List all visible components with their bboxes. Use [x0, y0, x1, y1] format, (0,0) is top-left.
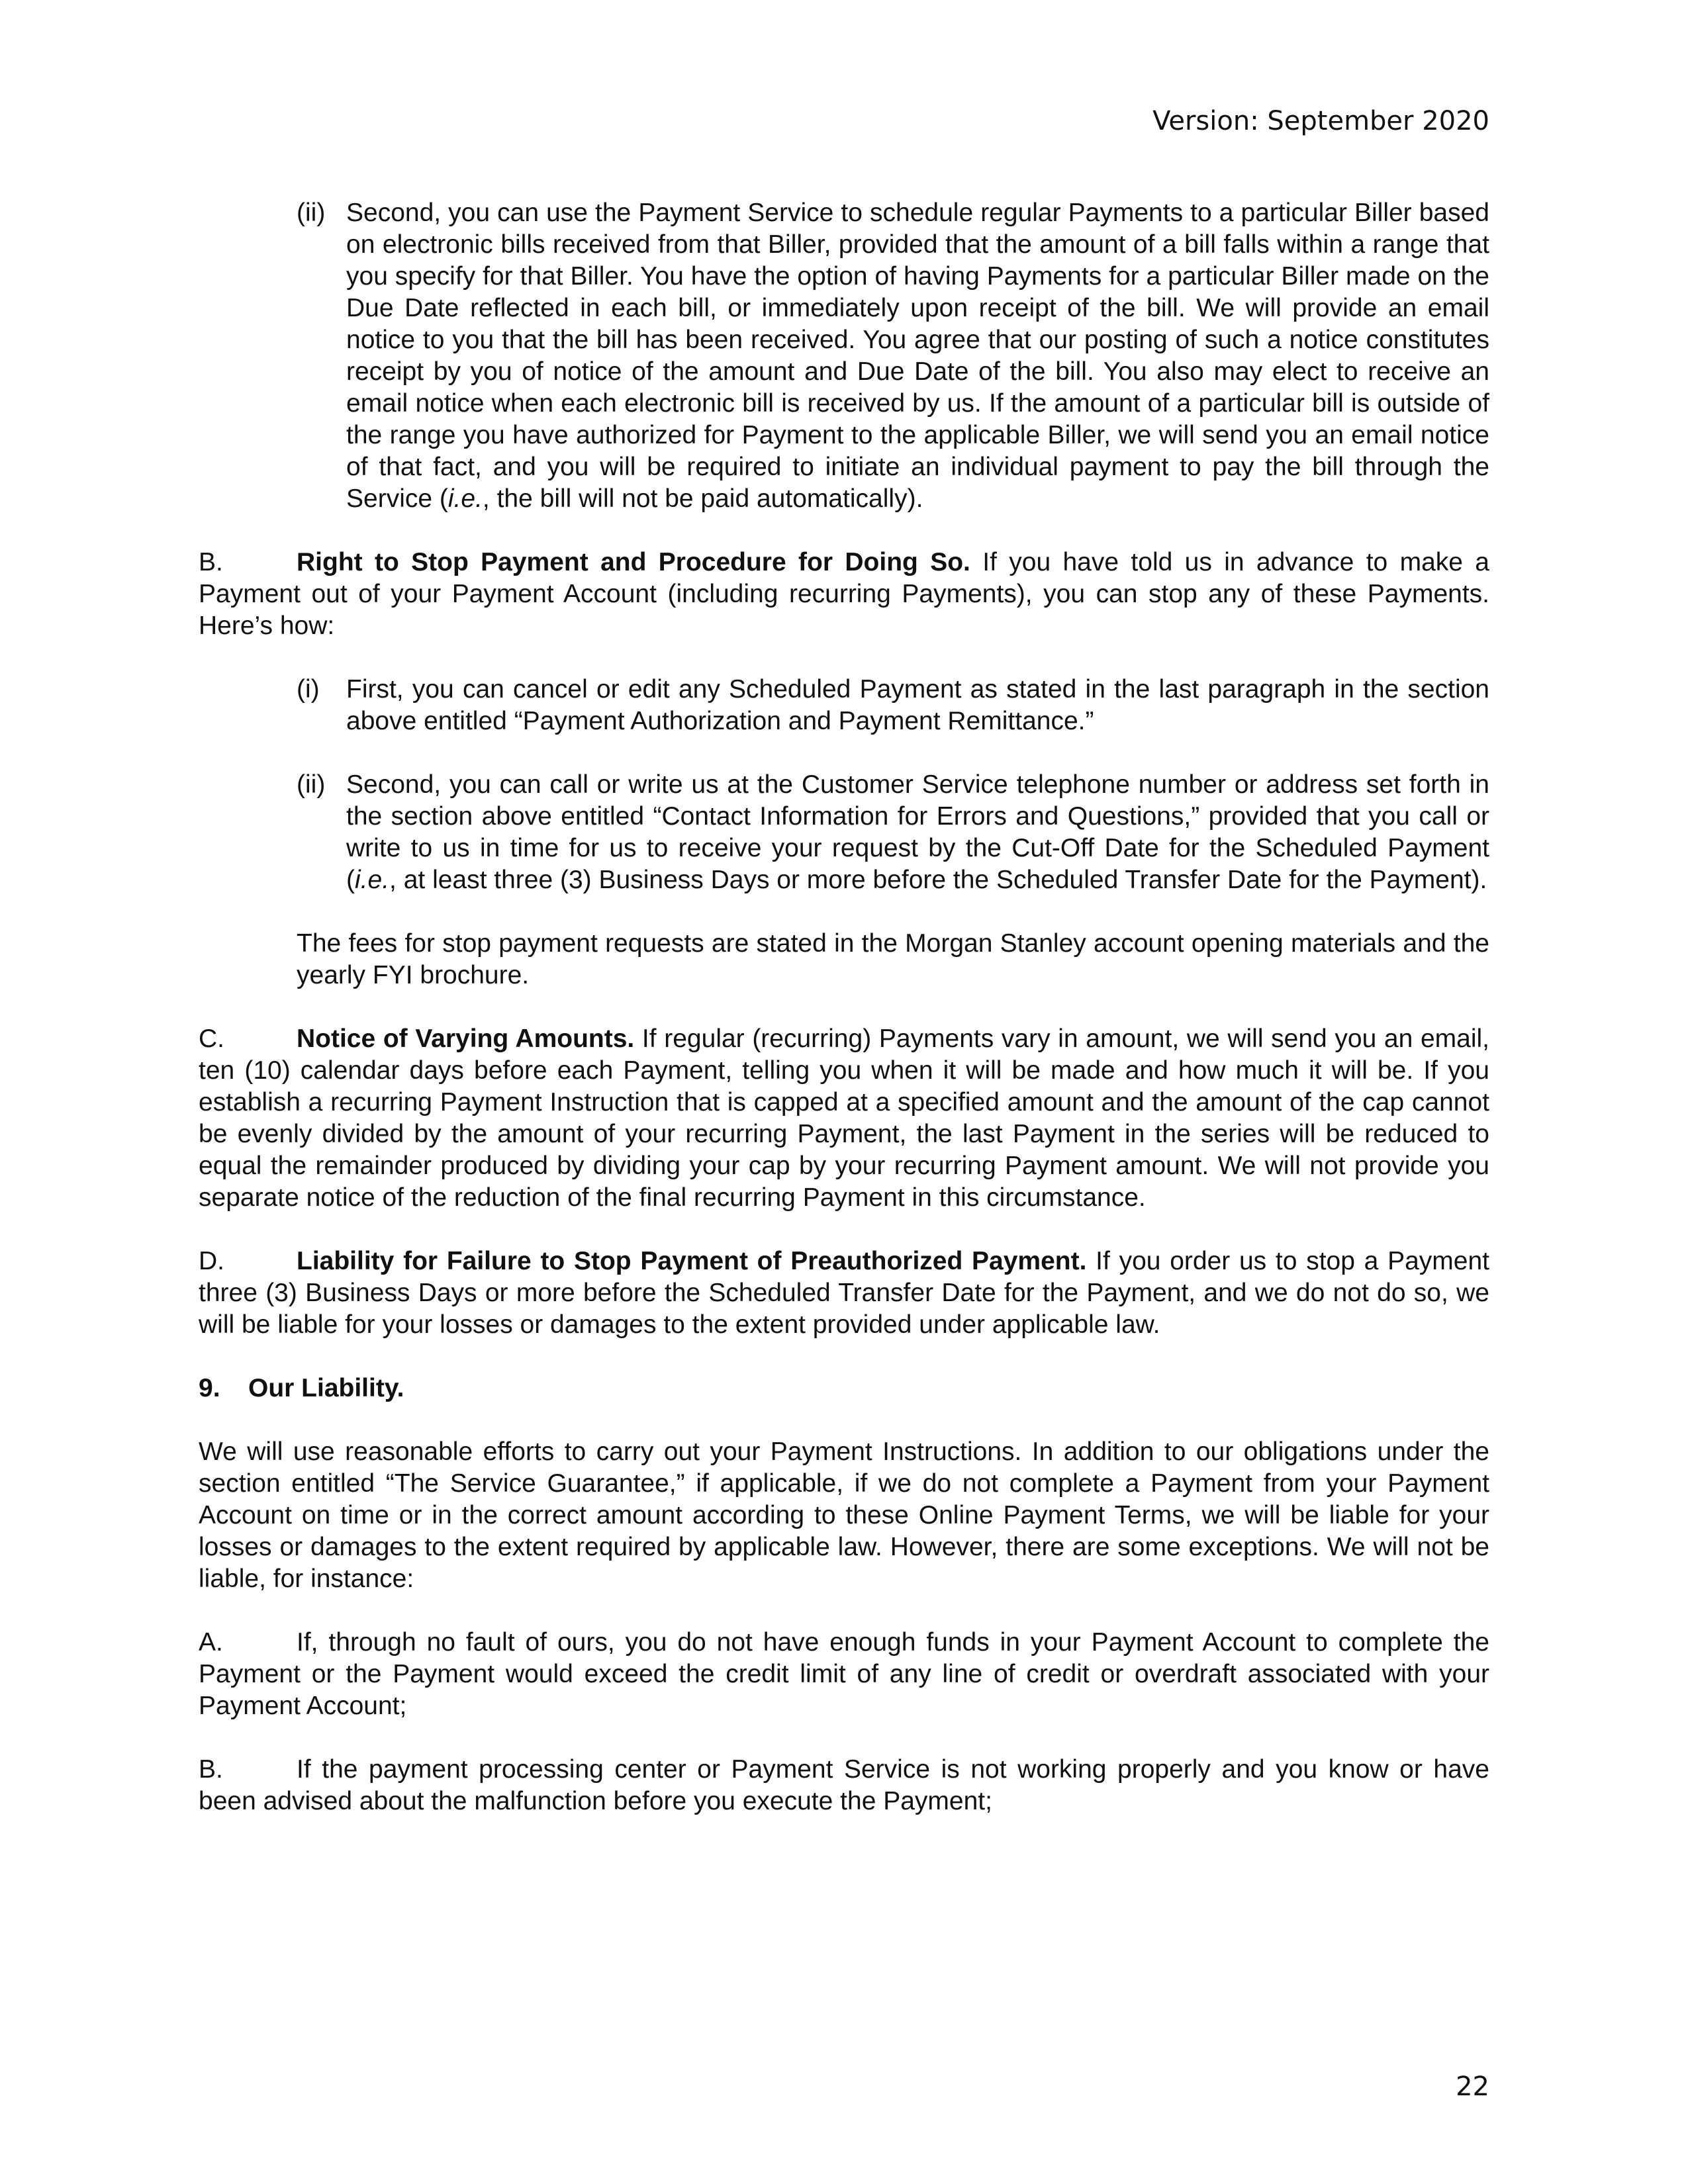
section-9-intro: We will use reasonable efforts to carry out your Payment Instructions. In addition to our obligations under the section entitled “The Service Guarantee,” if applicable, if we do not complete a Payment from your Payment Account on time or in the correct amount according to these Online Payment Terms, we will be liable for your losses or damages to the extent required by applicable law. However, there are some exceptions. We will not be liable, for instance:: [199, 1437, 1489, 1593]
section-title: Liability for Failure to Stop Payment of Preauthorized Payment.: [297, 1247, 1087, 1275]
clause-text: Second, you can use the Payment Service to schedule regular Payments to a particular Biller based on electronic bills received from that Biller, provided that the amount of a bill falls within a range that you specify for that Biller. You have the option of having Payments for a particular Biller made on the Due Date reflected in each bill, or immediately upon receipt of the bill. We will provide an email notice to you that the bill has been received. You agree that our posting of such a notice constitutes receipt by you of notice of the amount and Due Date of the bill. You also may elect to receive an email notice when each electronic bill is received by us. If the amount of a particular bill is outside of the range you have authorized for Payment to the applicable Biller, we will send you an email notice of that fact, and you will be required to initiate an individual payment to pay the bill through the Service (i.e., the bill will not be paid automatically).: [346, 199, 1489, 513]
clause-b-ii: [297, 769, 1489, 896]
clause-b-i: [297, 674, 1489, 737]
document-body: [199, 197, 1489, 1849]
section-b-paragraph: B. Right to Stop Payment and Procedure for Doing So. If you have told us in advance to make a Payment out of your Payment Account (including recurring Payments), you can stop any of these Payments. Here’s how:: [199, 548, 1489, 640]
page-number: 22: [1456, 2071, 1489, 2102]
fees-paragraph: The fees for stop payment requests are stated in the Morgan Stanley account opening materials and the yearly FYI brochure.: [297, 929, 1489, 989]
ie-italic: i.e.: [447, 484, 483, 513]
section-label: D.: [199, 1247, 224, 1275]
clause-number: (ii): [297, 770, 326, 799]
version-header: Version: September 2020: [1152, 106, 1489, 136]
section-title: Notice of Varying Amounts.: [297, 1024, 635, 1053]
item-label: A.: [199, 1628, 223, 1657]
liability-exception-b: B. If the payment processing center or Payment Service is not working properly and you know or have been advised about the malfunction before you execute the Payment;: [199, 1755, 1489, 1815]
clause-number: (ii): [297, 199, 326, 227]
section-title: Right to Stop Payment and Procedure for Doing So.: [297, 548, 970, 576]
clause-number: (i): [297, 675, 320, 704]
section-title: Our Liability.: [248, 1374, 404, 1402]
clause-a-ii: [297, 197, 1489, 515]
section-c-paragraph: C. Notice of Varying Amounts. If regular (recurring) Payments vary in amount, we will send you an email, ten (10) calendar days before each Payment, telling you when it will be made and how much it will be. If you establish a recurring Payment Instruction that is capped at a specified amount and the amount of the cap cannot be evenly divided by the amount of your recurring Payment, the last Payment in the series will be reduced to equal the remainder produced by dividing your cap by your recurring Payment amount. We will not provide you separate notice of the reduction of the final recurring Payment in this circumstance.: [199, 1024, 1490, 1212]
section-label: B.: [199, 548, 223, 576]
liability-exception-a: A. If, through no fault of ours, you do not have enough funds in your Payment Account to complete the Payment or the Payment would exceed the credit limit of any line of credit or overdraft associated with your Payment Account;: [199, 1628, 1489, 1720]
section-d-paragraph: D. Liability for Failure to Stop Payment of Preauthorized Payment. If you order us to stop a Payment three (3) Business Days or more before the Scheduled Transfer Date for the Payment, and we do not do so, we will be liable for your losses or damages to the extent provided under applicable law.: [199, 1247, 1489, 1339]
ie-italic: i.e.: [355, 866, 390, 894]
document-page: [199, 0, 1489, 2184]
clause-text: First, you can cancel or edit any Scheduled Payment as stated in the last paragraph in the section above entitled “Payment Authorization and Payment Remittance.”: [346, 675, 1489, 735]
item-label: B.: [199, 1755, 223, 1784]
section-label: C.: [199, 1024, 224, 1053]
section-9-heading: [199, 1373, 1489, 1404]
clause-text: Second, you can call or write us at the Customer Service telephone number or address set forth in the section above entitled “Contact Information for Errors and Questions,” provided that you call or write to us in time for us to receive your request by the Cut-Off Date for the Scheduled Payment (i.e., at least three (3) Business Days or more before the Scheduled Transfer Date for the Payment).: [346, 770, 1489, 894]
section-number: 9.: [199, 1374, 220, 1402]
